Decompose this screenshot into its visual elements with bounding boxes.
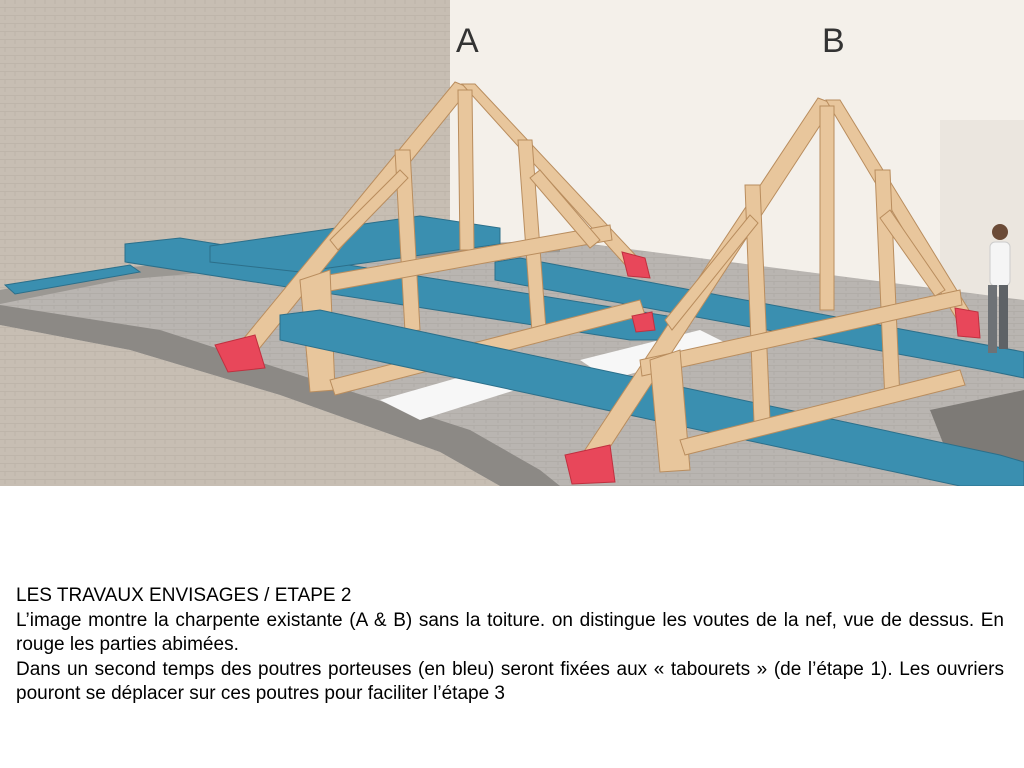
caption-paragraph-2: Dans un second temps des poutres porteuses (en bleu) seront fixées aux « tabourets » (de l’étape 1). Les ouvriers pouront se déplacer sur ces poutres pour faciliter l’étape 3 bbox=[16, 658, 1004, 704]
worker-figure bbox=[988, 224, 1010, 353]
worker-leg-right bbox=[999, 285, 1008, 349]
damaged-B-right bbox=[955, 308, 980, 338]
truss-label-b: B bbox=[822, 22, 845, 60]
truss-B-king-post bbox=[820, 106, 834, 310]
caption-heading: LES TRAVAUX ENVISAGES / ETAPE 2 bbox=[16, 585, 352, 606]
caption-paragraph-1: L’image montre la charpente existante (A & B) sans la toiture. on distingue les voutes de la nef, vue de dessus. En rouge les parties abimées. bbox=[16, 609, 1004, 655]
damaged-A-sole bbox=[632, 312, 655, 332]
worker-leg-left bbox=[988, 285, 997, 353]
worker-head bbox=[992, 224, 1008, 240]
truss-label-a: A bbox=[456, 22, 479, 60]
truss-A-king-post bbox=[458, 90, 474, 250]
caption-text bbox=[16, 584, 1004, 707]
worker-torso bbox=[990, 242, 1010, 286]
